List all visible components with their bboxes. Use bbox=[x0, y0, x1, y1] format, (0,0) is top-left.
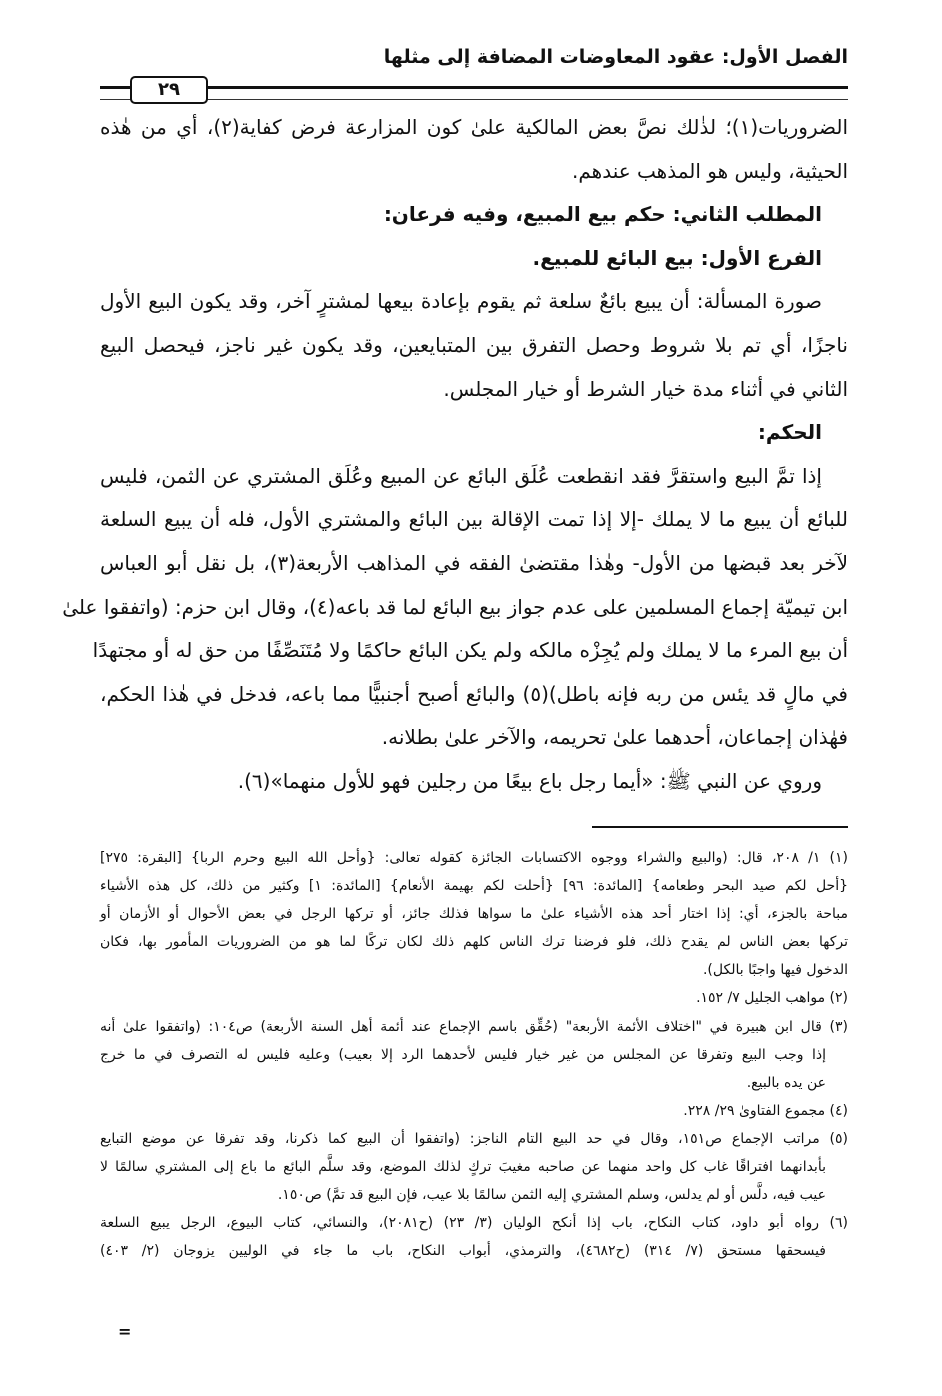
body-line: فهٰذان إجماعان، أحدهما علىٰ تحريمه، والآخر علىٰ بطلانه. bbox=[381, 725, 848, 750]
body-line: ناجزًا، أي تم بلا شروط وحصل التفرق بين المتبايعين، وقد يكون غير ناجز، فيحصل البيع bbox=[100, 332, 848, 357]
header-rule-thin bbox=[100, 99, 848, 100]
body-line: وروي عن النبي ﷺ: «أيما رجل باع بيعًا من رجلين فهو للأول منهما»(٦). bbox=[237, 768, 822, 793]
body-line: الحيثية، وليس هو المذهب عندهم. bbox=[571, 158, 848, 183]
page-number: ٢٩ bbox=[130, 76, 208, 104]
body-line: صورة المسألة: أن يبيع بائعٌ سلعة ثم يقوم بإعادة بيعها لمشترٍ آخر، وقد يكون البيع الأول bbox=[100, 289, 822, 314]
footnote-line: مباحة بالجزء، أي: إذا اختار أحد هذه الأشياء علىٰ ما سواها فذلك جائز، أو تركها الرجل في بعض الأحوال أو الأزمان أو bbox=[100, 906, 848, 923]
ruling-heading: الحكم: bbox=[757, 420, 822, 445]
footnote-line: (١) ١/ ٢٠٨، قال: (والبيع والشراء ووجوه الاكتسابات الجائزة كقوله تعالى: {وأحل الله البيع وحرم الربا} [البقرة: ٢٧٥] bbox=[100, 850, 848, 866]
footnote-line: إذا وجب البيع وتفرقا عن المجلس من غير خيار فليس لأحدهما الرد إلا بعيب) وعليه فليس له التصرف في ما خرج bbox=[100, 1046, 826, 1063]
running-header-title: الفصل الأول: عقود المعاوضات المضافة إلى مثلها bbox=[383, 46, 848, 68]
footnotes bbox=[100, 844, 848, 1265]
footnote-line: عيب فيه، دلَّس أو لم يدلس، وسلم المشتري إليه الثمن سالمًا بلا عيب، فإن البيع قد تمَّ) ص١٥٠. bbox=[277, 1187, 826, 1204]
body-line: ابن تيميّة إجماع المسلمين على عدم جواز بيع البائع لما قد باعه(٤)، وقال ابن حزم: (واتفقوا علىٰ bbox=[62, 594, 848, 619]
body-line: الثاني في أثناء مدة خيار الشرط أو خيار المجلس. bbox=[443, 376, 848, 401]
footnote-line: فيسحقها مستحق (٧/ ٣١٤) (ح٤٦٨٢)، والترمذي، أبواب النكاح، باب ما جاء في الوليين يزوجان (٢/ ٤٠٣) bbox=[100, 1243, 826, 1260]
footnote-line: تركها بعض الناس لم يقدح ذلك، فلو فرضنا ترك الناس كلهم ذلك لكان تركًا لما هو من الضروريات المأمور بها، فكان bbox=[100, 934, 848, 951]
footnote-line: بأبدانهما افتراقًا غاب كل واحد منهما عن صاحبه مغيبَ تركٍ لذلك الموضع، وقد سلَّم البائع ما باع إلى المشتري سالمًا لا bbox=[100, 1159, 826, 1176]
header-rule-thick bbox=[100, 86, 848, 89]
section-heading: المطلب الثاني: حكم بيع المبيع، وفيه فرعان: bbox=[383, 202, 822, 227]
footnote-line: (٢) مواهب الجليل ٧/ ١٥٢. bbox=[696, 990, 848, 1007]
subsection-heading: الفرع الأول: بيع البائع للمبيع. bbox=[532, 245, 822, 270]
footnote-line: {أحل لكم صيد البحر وطعامه} [المائدة: ٩٦] {أحلت لكم بهيمة الأنعام} [المائدة: ١] وكثير من ذلك، كل هذه الأشياء bbox=[100, 878, 849, 895]
body-text bbox=[62, 106, 848, 804]
body-line: إذا تمَّ البيع واستقرَّ فقد انقطعت عُلَق البائع عن المبيع وعُلَق المشتري عن الثمن، فليس bbox=[100, 463, 822, 488]
footnote-line: (٣) قال ابن هبيرة في "اختلاف الأئمة الأربعة" (حُقِّق باسم الإجماع عند أئمة أهل السنة الأربعة) ص١٠٤: (واتفقوا علىٰ أنه bbox=[100, 1018, 849, 1035]
footnote-line: الدخول فيها واجبًا بالكل). bbox=[702, 962, 848, 979]
body-line: للبائع أن يبيع ما لا يملك -إلا إذا تمت الإقالة بين البائع والمشتري الأول، فله أن يبيع السلعة bbox=[100, 507, 848, 532]
footnote-separator bbox=[592, 826, 848, 828]
footnote-line: (٥) مراتب الإجماع ص١٥١، وقال في حد البيع التام الناجز: (واتفقوا أن البيع كما ذكرنا، وقد تفرقا عن موضع التبايع bbox=[100, 1130, 848, 1147]
continuation-mark: = bbox=[118, 1322, 132, 1341]
footnote-line: (٦) رواه أبو داود، كتاب النكاح، باب إذا أنكح الوليان (٣/ ٢٣) (ح٢٠٨١)، والنسائي، كتاب البيوع، الرجل يبيع السلعة bbox=[100, 1215, 848, 1232]
body-line: لآخر بعد قبضها من الأول- وهٰذا مقتضىٰ الفقه في المذاهب الأربعة(٣)، بل نقل أبو العباس bbox=[100, 550, 848, 575]
body-line: الضروريات(١)؛ لذٰلك نصَّ بعض المالكية علىٰ كون المزارعة فرض كفاية(٢)، أي من هٰذه bbox=[100, 115, 848, 139]
footnote-line: (٤) مجموع الفتاوىٰ ٢٩/ ٢٢٨. bbox=[683, 1102, 848, 1119]
body-line: أن بيع المرء ما لا يملك ولم يُجِزْه مالكه ولم يكن البائع حاكمًا ولا مُتَنَصِّفًا من حق له أو مجتهدًا bbox=[92, 638, 848, 663]
body-line: في مالٍ قد يئس من ربه فإنه باطل)(٥) والبائع أصبح أجنبيًّا مما باعه، فدخل في هٰذا الحكم، bbox=[100, 681, 848, 706]
footnote-line: عن يده بالبيع. bbox=[746, 1074, 826, 1091]
